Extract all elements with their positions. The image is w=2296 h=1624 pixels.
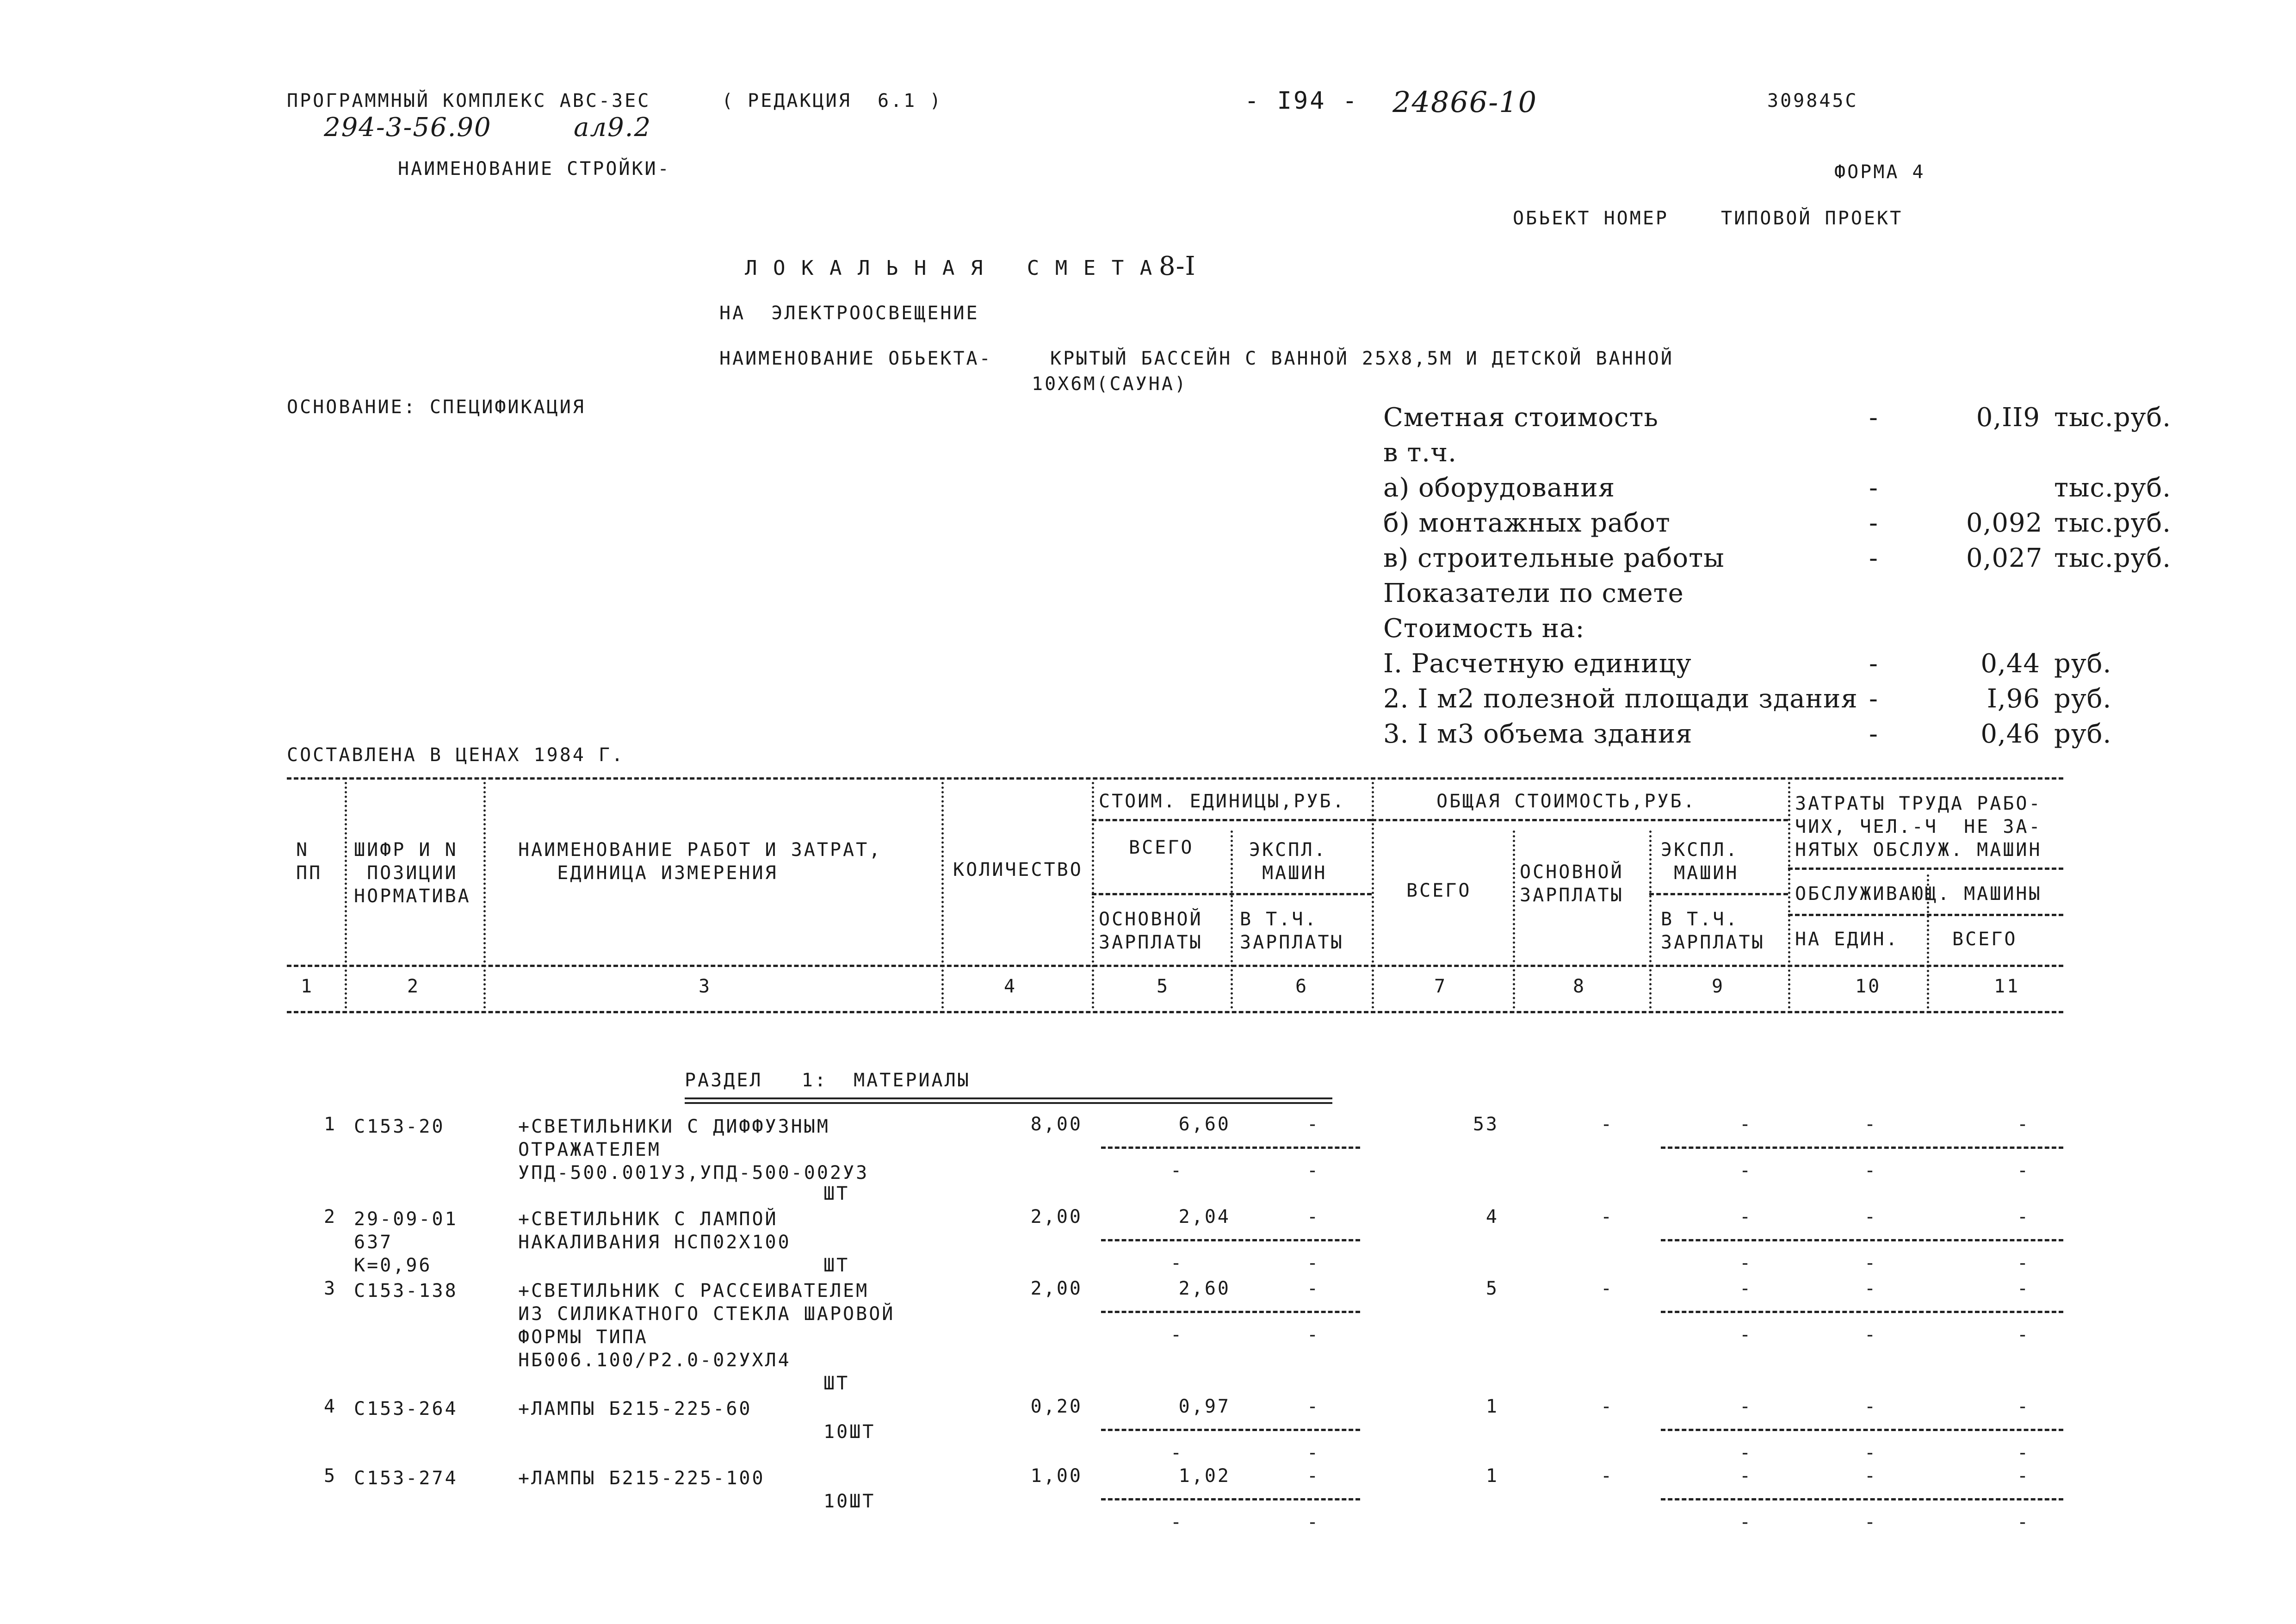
summary-value: 0,092 (1966, 508, 2043, 538)
item-machines: - (1307, 1396, 1320, 1417)
summary-unit: руб. (2054, 719, 2112, 749)
basis-label: ОСНОВАНИЕ: СПЕЦИФИКАЦИЯ (287, 397, 586, 418)
item-machines-total: - (1739, 1278, 1753, 1299)
item-mach-wage-unit: - (1307, 1252, 1320, 1274)
col-header-code: ШИФР И N ПОЗИЦИИ НОРМАТИВА (354, 839, 471, 907)
item-wage-unit: - (1170, 1442, 1184, 1463)
item-total: 4 (1485, 1206, 1499, 1227)
item-wage: - (1601, 1396, 1614, 1417)
item-machines: - (1307, 1278, 1320, 1299)
summary-unit: руб. (2054, 684, 2112, 714)
col-header-9a: ЭКСПЛ. МАШИН (1661, 839, 1739, 884)
item-mach-wage-total: - (1739, 1512, 1753, 1533)
summary-label: в т.ч. (1383, 438, 1457, 468)
project-type-label: ТИПОВОЙ ПРОЕКТ (1721, 208, 1903, 229)
item-unit-price: 2,04 (1178, 1206, 1231, 1227)
item-code: С153-20 (354, 1116, 445, 1137)
item-unit-price: 6,60 (1178, 1114, 1231, 1135)
item-number: 4 (324, 1396, 337, 1417)
item-unit: ШТ (823, 1183, 850, 1204)
item-subrule-cost (1101, 1239, 1360, 1241)
section-underline (685, 1097, 1332, 1104)
unit-cost-rule (1092, 819, 1372, 821)
object-name-line2: 10Х6М(САУНА) (1032, 373, 1188, 395)
column-number: 6 (1295, 976, 1309, 997)
item-wage: - (1601, 1465, 1614, 1487)
summary-unit: тыс.руб. (2054, 403, 2172, 433)
item-labor2-total: - (2017, 1324, 2030, 1345)
prices-label: СОСТАВЛЕНА В ЦЕНАХ 1984 Г. (287, 744, 625, 766)
item-subrule-labor (1661, 1147, 2063, 1149)
summary-dash: - (1869, 649, 1878, 679)
summary-label: 3. I м3 объема здания (1383, 719, 1693, 749)
item-wage-unit: - (1170, 1324, 1184, 1345)
col-sep-5 (1231, 831, 1233, 1009)
item-mach-wage-total: - (1739, 1252, 1753, 1274)
summary-label: в) строительные работы (1383, 543, 1725, 573)
estimate-number: 8-I (1159, 251, 1196, 281)
col-header-qty: КОЛИЧЕСТВО (953, 859, 1083, 880)
col-header-8: ОСНОВНОЙ ЗАРПЛАТЫ (1520, 862, 1624, 906)
item-labor2-total: - (2017, 1442, 2030, 1463)
col-header-labor-sub: ОБСЛУЖИВАЮЩ. МАШИНЫ (1795, 883, 2042, 905)
item-labor-total: - (2017, 1114, 2030, 1135)
item-code: 29-09-01 637 К=0,96 (354, 1209, 458, 1276)
col-header-name: НАИМЕНОВАНИЕ РАБОТ И ЗАТРАТ, ЕДИНИЦА ИЗМЕРЕНИЯ (518, 839, 882, 884)
handwritten-ref: 294-3-56.90 (324, 112, 492, 143)
col-sep-1 (345, 782, 347, 1009)
summary-label: Стоимость на: (1383, 614, 1585, 644)
col-header-n: N ПП (296, 839, 322, 884)
item-labor2-unit: - (1864, 1324, 1878, 1345)
item-quantity: 2,00 (1030, 1206, 1083, 1227)
item-unit-price: 2,60 (1178, 1278, 1231, 1299)
summary-label: Показатели по смете (1383, 578, 1684, 608)
handwritten-code: 24866-10 (1392, 85, 1538, 119)
item-code: С153-138 (354, 1280, 458, 1302)
item-number: 2 (324, 1206, 337, 1227)
item-name: +ЛАМПЫ Б215-225-60 (518, 1398, 752, 1419)
item-labor-total: - (2017, 1465, 2030, 1487)
item-number: 1 (324, 1114, 337, 1135)
item-code: С153-274 (354, 1468, 458, 1489)
col-header-11: ВСЕГО (1952, 929, 2018, 950)
doc-number: 309845С (1767, 90, 1858, 112)
item-name: +ЛАМПЫ Б215-225-100 (518, 1468, 765, 1489)
item-mach-wage-unit: - (1307, 1512, 1320, 1533)
summary-label: а) оборудования (1383, 473, 1615, 503)
item-subrule-cost (1101, 1147, 1360, 1149)
col-sep-2 (483, 782, 486, 1009)
item-mach-wage-unit: - (1307, 1442, 1320, 1463)
item-total: 53 (1473, 1114, 1499, 1135)
item-machines: - (1307, 1206, 1320, 1227)
col-header-6a: ЭКСПЛ. МАШИН (1249, 839, 1327, 884)
form-label: ФОРМА 4 (1834, 161, 1925, 183)
item-labor2-unit: - (1864, 1512, 1878, 1533)
unit-cost-sub-rule (1092, 893, 1372, 895)
summary-dash: - (1869, 403, 1878, 433)
program-edition: ( РЕДАКЦИЯ 6.1 ) (722, 90, 943, 112)
item-unit: ШТ (823, 1255, 850, 1276)
column-number: 3 (699, 976, 712, 997)
summary-value: 0,II9 (1976, 403, 2040, 433)
col-header-10: НА ЕДИН. (1795, 929, 1899, 950)
item-unit: 10ШТ (823, 1421, 876, 1443)
item-total: 5 (1485, 1278, 1499, 1299)
item-subrule-labor (1661, 1429, 2063, 1431)
item-machines-total: - (1739, 1465, 1753, 1487)
col-sep-4 (1092, 782, 1094, 1009)
item-labor-unit: - (1864, 1465, 1878, 1487)
summary-value: 0,44 (1980, 649, 2040, 679)
item-labor-unit: - (1864, 1114, 1878, 1135)
item-machines-total: - (1739, 1206, 1753, 1227)
summary-label: I. Расчетную единицу (1383, 649, 1692, 679)
item-total: 1 (1485, 1465, 1499, 1487)
col-header-9b: В Т.Ч. ЗАРПЛАТЫ (1661, 909, 1765, 953)
item-number: 5 (324, 1465, 337, 1487)
summary-label: Сметная стоимость (1383, 403, 1659, 433)
col-sep-8 (1649, 831, 1652, 1009)
item-subrule-labor (1661, 1239, 2063, 1241)
item-subrule-cost (1101, 1311, 1360, 1313)
item-name: +СВЕТИЛЬНИК С РАССЕИВАТЕЛЕМ ИЗ СИЛИКАТНОГО СТЕКЛА ШАРОВОЙ ФОРМЫ ТИПА НБ006.100/Р2.0-02УХЛ4 (518, 1280, 895, 1371)
item-labor2-unit: - (1864, 1252, 1878, 1274)
item-labor2-total: - (2017, 1160, 2030, 1181)
col-sep-3 (941, 782, 944, 1009)
object-name-line1: КРЫТЫЙ БАССЕЙН С ВАННОЙ 25Х8,5М И ДЕТСКОЙ ВАННОЙ (1050, 348, 1674, 369)
object-label: НАИМЕНОВАНИЕ ОБЬЕКТА- (719, 348, 992, 369)
item-name: +СВЕТИЛЬНИК С ЛАМПОЙ НАКАЛИВАНИЯ НСП02Х100 (518, 1209, 791, 1253)
item-labor2-total: - (2017, 1512, 2030, 1533)
item-code: С153-264 (354, 1398, 458, 1419)
item-unit-price: 1,02 (1178, 1465, 1231, 1487)
summary-value: 0,027 (1966, 543, 2043, 573)
col-header-labor: ЗАТРАТЫ ТРУДА РАБО- ЧИХ, ЧЕЛ.-Ч НЕ ЗА- НЯТЫХ ОБСЛУЖ. МАШИН (1795, 793, 2042, 861)
item-quantity: 2,00 (1030, 1278, 1083, 1299)
item-quantity: 1,00 (1030, 1465, 1083, 1487)
column-number: 2 (407, 976, 421, 997)
summary-unit: тыс.руб. (2054, 543, 2172, 573)
page-number: - I94 - (1244, 87, 1359, 115)
summary-unit: тыс.руб. (2054, 473, 2172, 503)
item-machines-total: - (1739, 1114, 1753, 1135)
object-number-label: ОБЬЕКТ НОМЕР (1513, 208, 1669, 229)
labor-rule-2 (1788, 914, 2063, 916)
construction-label: НАИМЕНОВАНИЕ СТРОЙКИ- (398, 158, 671, 180)
summary-unit: тыс.руб. (2054, 508, 2172, 538)
item-wage: - (1601, 1206, 1614, 1227)
mach-sub-rule (1649, 893, 1788, 895)
item-labor2-unit: - (1864, 1442, 1878, 1463)
estimate-subject: НА ЭЛЕКТРООСВЕЩЕНИЕ (719, 303, 979, 324)
item-subrule-cost (1101, 1429, 1360, 1431)
item-wage-unit: - (1170, 1512, 1184, 1533)
item-labor-unit: - (1864, 1278, 1878, 1299)
numbers-bottom-rule (287, 1011, 2063, 1013)
item-total: 1 (1485, 1396, 1499, 1417)
item-labor-total: - (2017, 1278, 2030, 1299)
col-header-unit-cost: СТОИМ. ЕДИНИЦЫ,РУБ. (1099, 791, 1346, 812)
item-labor-unit: - (1864, 1396, 1878, 1417)
handwritten-ref2: ал9.2 (574, 112, 652, 143)
item-machines: - (1307, 1465, 1320, 1487)
column-number: 1 (301, 976, 314, 997)
item-mach-wage-total: - (1739, 1442, 1753, 1463)
item-number: 3 (324, 1278, 337, 1299)
item-mach-wage-unit: - (1307, 1160, 1320, 1181)
col-header-5a: ВСЕГО (1129, 837, 1194, 858)
labor-rule-1 (1788, 868, 2063, 870)
item-labor-unit: - (1864, 1206, 1878, 1227)
item-mach-wage-total: - (1739, 1324, 1753, 1345)
summary-label: б) монтажных работ (1383, 508, 1671, 538)
item-wage-unit: - (1170, 1252, 1184, 1274)
item-unit: 10ШТ (823, 1491, 876, 1512)
item-labor-total: - (2017, 1396, 2030, 1417)
column-number: 11 (1994, 976, 2020, 997)
section-title: РАЗДЕЛ 1: МАТЕРИАЛЫ (685, 1070, 971, 1091)
col-header-5b: ОСНОВНОЙ ЗАРПЛАТЫ (1099, 909, 1203, 953)
item-unit-price: 0,97 (1178, 1396, 1231, 1417)
summary-unit: руб. (2054, 649, 2112, 679)
item-labor2-unit: - (1864, 1160, 1878, 1181)
item-labor2-total: - (2017, 1252, 2030, 1274)
column-number: 7 (1434, 976, 1448, 997)
summary-dash: - (1869, 684, 1878, 714)
header-bottom-rule (287, 965, 2063, 967)
item-wage-unit: - (1170, 1160, 1184, 1181)
item-name: +СВЕТИЛЬНИКИ С ДИФФУЗНЫМ ОТРАЖАТЕЛЕМ УПД-500.001УЗ,УПД-500-002УЗ (518, 1116, 869, 1184)
column-number: 10 (1855, 976, 1881, 997)
column-number: 9 (1712, 976, 1725, 997)
item-quantity: 0,20 (1030, 1396, 1083, 1417)
total-cost-rule (1372, 819, 1788, 821)
col-header-7: ВСЕГО (1406, 880, 1472, 901)
item-mach-wage-unit: - (1307, 1324, 1320, 1345)
summary-dash: - (1869, 473, 1878, 503)
item-machines-total: - (1739, 1396, 1753, 1417)
summary-label: 2. I м2 полезной площади здания (1383, 684, 1858, 714)
col-sep-6 (1372, 782, 1374, 1009)
summary-value: I,96 (1987, 684, 2040, 714)
item-subrule-cost (1101, 1498, 1360, 1500)
col-sep-9 (1788, 782, 1790, 1009)
item-unit: ШТ (823, 1373, 850, 1394)
item-subrule-labor (1661, 1311, 2063, 1313)
item-wage: - (1601, 1278, 1614, 1299)
item-machines: - (1307, 1114, 1320, 1135)
col-header-total-cost: ОБЩАЯ СТОИМОСТЬ,РУБ. (1436, 791, 1696, 812)
summary-dash: - (1869, 719, 1878, 749)
summary-dash: - (1869, 543, 1878, 573)
column-number: 5 (1157, 976, 1170, 997)
item-wage: - (1601, 1114, 1614, 1135)
item-labor-total: - (2017, 1206, 2030, 1227)
table-top-rule (287, 777, 2063, 780)
program-name: ПРОГРАММНЫЙ КОМПЛЕКС АВС-3ЕС (287, 90, 651, 112)
summary-value: 0,46 (1980, 719, 2040, 749)
estimate-title: Л О К А Л Ь Н А Я С М Е Т А (745, 256, 1154, 280)
column-number: 4 (1004, 976, 1017, 997)
item-quantity: 8,00 (1030, 1114, 1083, 1135)
col-sep-7 (1513, 831, 1515, 1009)
column-number: 8 (1573, 976, 1586, 997)
item-subrule-labor (1661, 1498, 2063, 1500)
item-mach-wage-total: - (1739, 1160, 1753, 1181)
col-header-6b: В Т.Ч. ЗАРПЛАТЫ (1240, 909, 1344, 953)
summary-dash: - (1869, 508, 1878, 538)
